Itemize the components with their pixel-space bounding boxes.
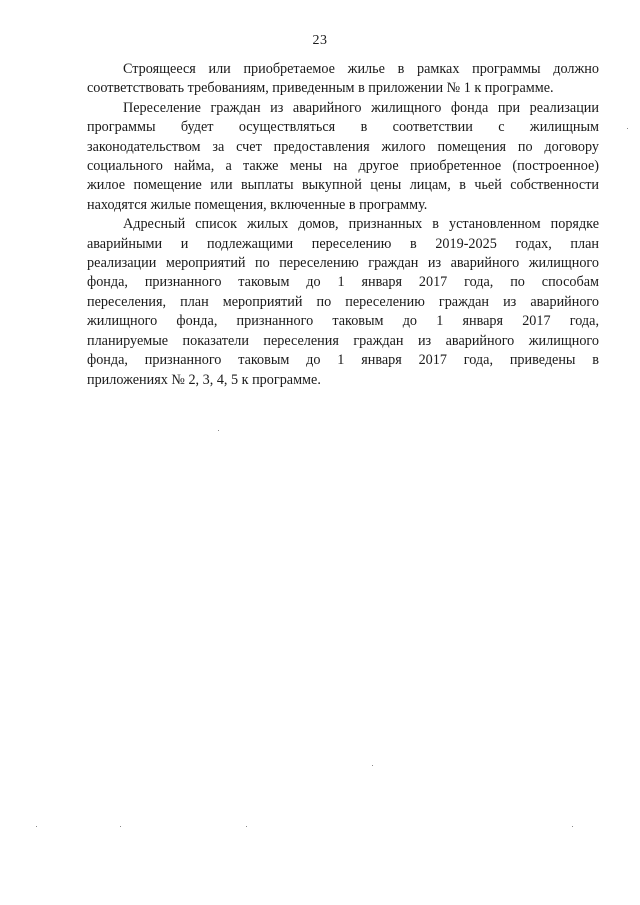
text-line: программы будет осуществляться в соответствии с жилищным (87, 119, 599, 136)
text-line: жилищного фонда, признанного таковым до 1 января 2017 года, (87, 313, 599, 330)
text-line: Переселение граждан из аварийного жилищного фонда при реализации (123, 99, 599, 116)
scan-speck (572, 826, 573, 827)
body-text (87, 60, 599, 390)
text-line: Строящееся или приобретаемое жилье в рамках программы должно (123, 61, 599, 77)
text-line: Адресный список жилых домов, признанных в установленном порядке (123, 216, 599, 233)
text-line: аварийными и подлежащими переселению в 2019-2025 годах, план (87, 235, 599, 252)
scan-speck (627, 128, 628, 129)
paragraph-3 (87, 215, 599, 390)
text-line: реализации мероприятий по переселению граждан из аварийного жилищного (87, 255, 599, 272)
scan-speck (372, 765, 373, 766)
text-line: жилое помещение или выплаты выкупной цены лицам, в чьей собственности (87, 177, 599, 194)
scan-speck (218, 430, 219, 431)
page-number: 23 (312, 33, 328, 48)
text-line: планируемые показатели переселения граждан из аварийного жилищного (87, 332, 599, 349)
text-line: фонда, признанного таковым до 1 января 2017 года, по способам (87, 274, 599, 291)
text-line: переселения, план мероприятий по переселению граждан из аварийного (87, 293, 599, 310)
text-line: социального найма, а также мены на другое приобретенное (построенное) (87, 158, 599, 175)
paragraph-2 (87, 99, 599, 215)
scan-speck (36, 826, 37, 827)
scan-speck (246, 826, 247, 827)
scan-speck (120, 826, 121, 827)
text-line: фонда, признанного таковым до 1 января 2017 года, приведены в (87, 352, 599, 369)
text-line: находятся жилые помещения, включенные в программу. (87, 196, 428, 213)
text-line: приложениях № 2, 3, 4, 5 к программе. (87, 371, 321, 388)
text-line: законодательством за счет предоставления жилого помещения по договору (87, 138, 599, 155)
paragraph-1 (87, 60, 599, 99)
text-line: соответствовать требованиям, приведенным в приложении № 1 к программе. (87, 80, 554, 97)
